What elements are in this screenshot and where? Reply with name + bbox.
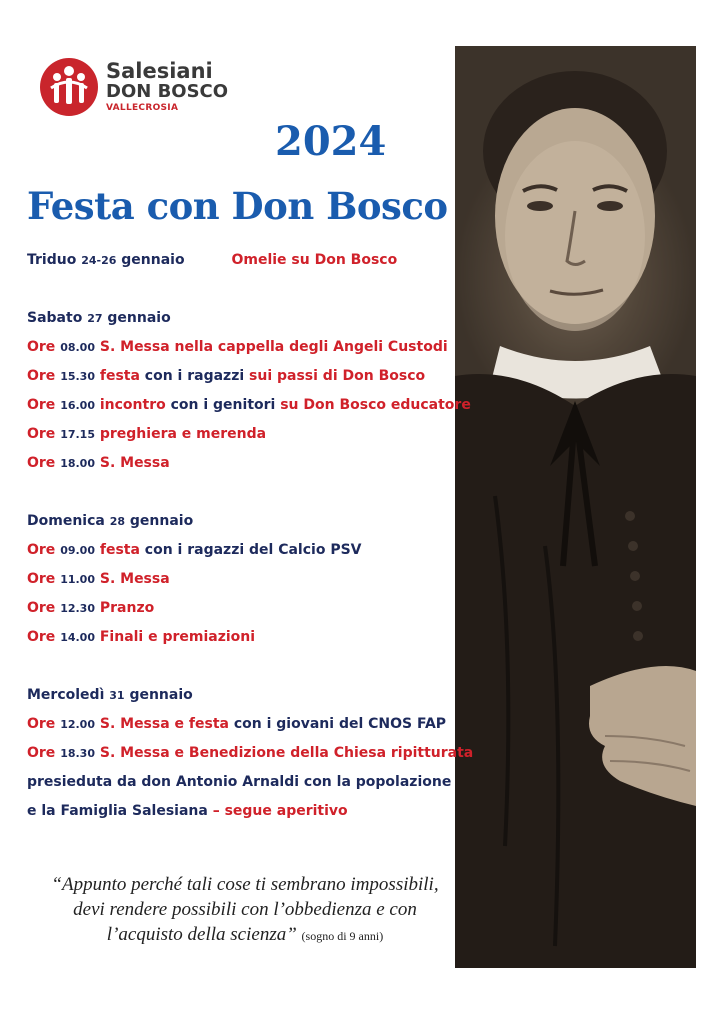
salesiani-logo bbox=[40, 58, 228, 116]
don-bosco-portrait bbox=[455, 46, 696, 968]
triduo-dates: 24-26 bbox=[81, 254, 117, 267]
event-row: Ore 08.00 S. Messa nella cappella degli Angeli Custodi bbox=[27, 339, 448, 355]
logo-location: VALLECROSIA bbox=[106, 103, 179, 113]
triduo-line bbox=[27, 252, 397, 268]
event-row: Ore 12.00 S. Messa e festa con i giovani del CNOS FAP bbox=[27, 716, 447, 732]
day-heading-mercoledi: Mercoledì 31 gennaio bbox=[27, 687, 193, 703]
event-row: Ore 18.30 S. Messa e Benedizione della Chiesa ripitturata bbox=[27, 745, 474, 761]
quote-source: (sogno di 9 anni) bbox=[301, 929, 384, 943]
triduo-label: Triduo bbox=[27, 252, 77, 268]
event-row: Ore 11.00 S. Messa bbox=[27, 571, 170, 587]
event-continuation: presieduta da don Antonio Arnaldi con la popolazione bbox=[27, 774, 452, 790]
page-title: Festa con Don Bosco bbox=[27, 184, 448, 228]
event-row: Ore 16.00 incontro con i genitori su Don Bosco educatore bbox=[27, 397, 471, 413]
event-row: Ore 14.00 Finali e premiazioni bbox=[27, 629, 256, 645]
don-bosco-quote: “Appunto perché tali cose ti sembrano impossibili, devi rendere possibili con l’obbedienza e con l’acquisto della scienza” (sogno di 9 anni) bbox=[51, 874, 439, 945]
day-heading-sabato: Sabato 27 gennaio bbox=[27, 310, 171, 326]
day-heading-domenica: Domenica 28 gennaio bbox=[27, 513, 194, 529]
event-row: Ore 18.00 S. Messa bbox=[27, 455, 170, 471]
event-row: Ore 09.00 festa con i ragazzi del Calcio PSV bbox=[27, 542, 362, 558]
salesiani-emblem-icon bbox=[40, 58, 98, 116]
event-row: Ore 17.15 preghiera e merenda bbox=[27, 426, 267, 442]
event-row: Ore 15.30 festa con i ragazzi sui passi di Don Bosco bbox=[27, 368, 426, 384]
triduo-month: gennaio bbox=[121, 252, 185, 268]
event-continuation: e la Famiglia Salesiana – segue aperitivo bbox=[27, 803, 348, 819]
logo-subtitle: DON BOSCO bbox=[106, 81, 229, 102]
triduo-note: Omelie su Don Bosco bbox=[231, 252, 398, 268]
event-year: 2024 bbox=[275, 118, 387, 165]
event-row: Ore 12.30 Pranzo bbox=[27, 600, 155, 616]
logo-name: Salesiani bbox=[106, 59, 213, 83]
